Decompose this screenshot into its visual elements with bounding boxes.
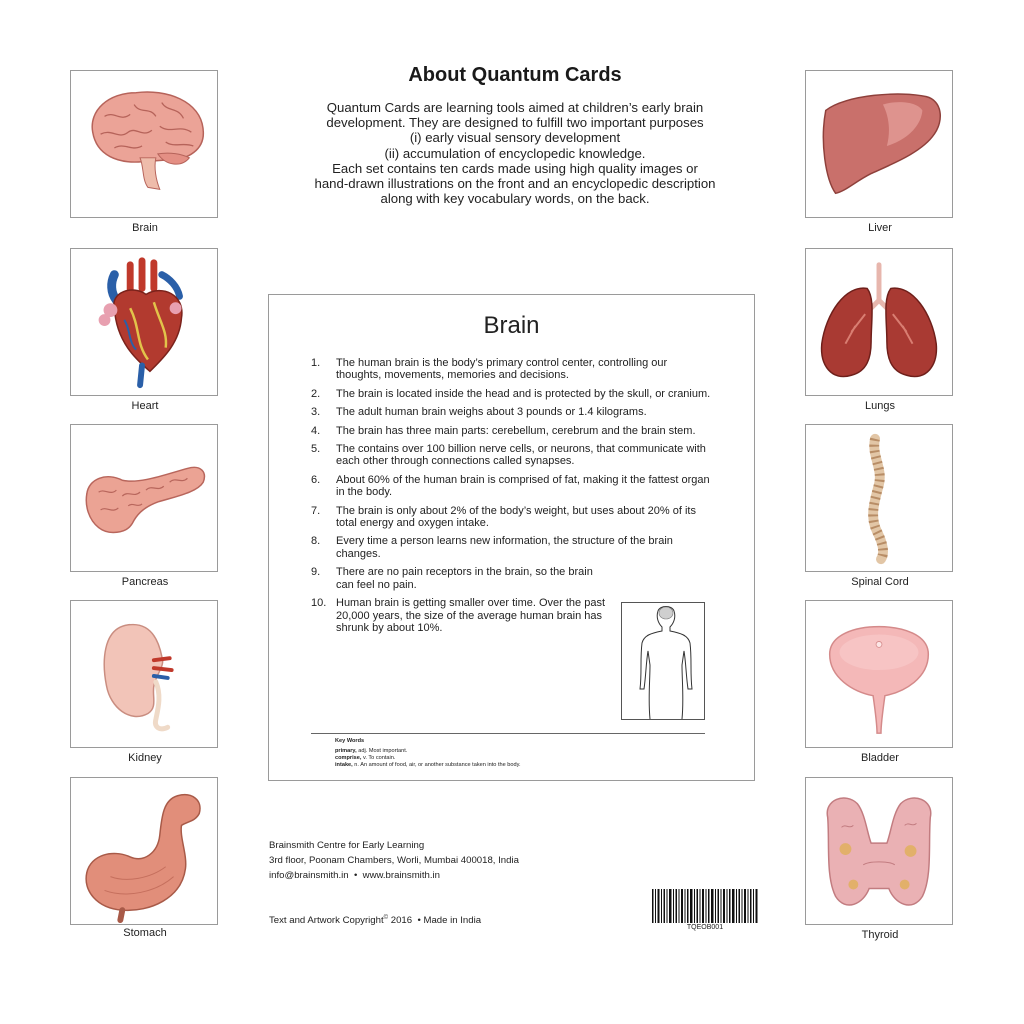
card-brain [70, 70, 218, 218]
spine-icon [806, 425, 952, 571]
fact-list [311, 357, 711, 640]
key-word: comprise, [335, 755, 362, 761]
about-line: (ii) accumulation of encyclopedic knowledge. [384, 145, 646, 161]
card-label: Thyroid [861, 929, 899, 941]
stomach-icon [71, 778, 217, 924]
kidney-icon [71, 601, 217, 747]
fact-item [311, 443, 711, 468]
heart-icon [71, 249, 217, 395]
key-word-definition: Most important. [368, 748, 408, 754]
key-words-divider [311, 733, 705, 734]
fact-item [311, 388, 711, 400]
barcode-number: TQEOB001 [686, 924, 724, 931]
publisher-website[interactable]: www.brainsmith.in [362, 870, 440, 881]
fact-number: 3. [311, 406, 321, 419]
card-label: Heart [131, 400, 159, 412]
thyroid-icon [806, 778, 952, 924]
card-label: Kidney [128, 752, 162, 764]
about-line: hand-drawn illustrations on the front and an encyclopedic description [314, 176, 716, 192]
card-spinal-cord [805, 424, 953, 572]
lungs-icon [806, 249, 952, 395]
about-line: Each set contains ten cards made using high quality images or [332, 160, 698, 176]
fact-text: About 60% of the human brain is comprised of fat, making it the fattest organ in the body. [336, 473, 710, 499]
copyright-year: 2016 [390, 915, 413, 927]
fact-text: The human brain is the body’s primary control center, controlling our thoughts, movements, memories and decisions. [336, 357, 668, 382]
fact-number: 8. [311, 535, 321, 548]
card-kidney [70, 600, 218, 748]
fact-item [311, 535, 711, 560]
fact-text: The brain is only about 2% of the body’s weight, but uses about 20% of its total energy and oxygen intake. [336, 504, 696, 530]
fact-text: There are no pain receptors in the brain, so the brain can feel no pain. [336, 566, 593, 591]
card-thyroid [805, 777, 953, 925]
key-word: intake, [335, 762, 353, 768]
copyright-line [269, 915, 481, 926]
human-silhouette-figure [621, 602, 705, 720]
fact-text: Human brain is getting smaller over time. Over the past 20,000 years, the size of the average human brain has shrunk by about 10%. [336, 597, 606, 634]
card-label: Liver [868, 222, 892, 234]
fact-item [311, 597, 606, 634]
fact-number: 1. [311, 357, 321, 369]
copyright-text: Text and Artwork Copyright [269, 915, 384, 927]
key-word-definition: To contain. [368, 755, 396, 761]
key-word-entry [335, 748, 521, 755]
about-description [270, 100, 760, 206]
fact-number: 6. [311, 473, 321, 486]
fact-card-title: Brain [483, 312, 540, 339]
publisher-name: Brainsmith Centre for Early Learning [269, 840, 425, 851]
fact-text: The contains over 100 billion nerve cells, or neurons, that communicate with each other through connections called synapses. [336, 443, 706, 468]
card-label: Pancreas [121, 576, 169, 588]
card-liver [805, 70, 953, 218]
key-word-entry [335, 762, 521, 769]
fact-item [311, 474, 711, 499]
fact-text: The adult human brain weighs about 3 pounds or 1.4 kilograms. [336, 406, 647, 419]
fact-number: 9. [311, 566, 321, 579]
card-label: Spinal Cord [851, 576, 909, 588]
publisher-info [269, 838, 519, 883]
card-stomach [70, 777, 218, 925]
fact-number: 10. [311, 597, 327, 610]
key-word-pos: v. [363, 755, 367, 761]
key-word-pos: n. [354, 762, 359, 768]
fact-item [311, 357, 711, 382]
about-line: development. They are designed to fulfill two important purposes [326, 115, 704, 131]
fact-item [311, 425, 711, 437]
card-pancreas [70, 424, 218, 572]
key-word-entry [335, 755, 521, 762]
fact-number: 2. [311, 387, 321, 400]
separator-dot: • [417, 915, 421, 927]
fact-item [311, 406, 711, 418]
about-line: (i) early visual sensory development [409, 130, 621, 146]
key-words [335, 738, 521, 769]
key-word-pos: adj. [358, 748, 368, 754]
card-lungs [805, 248, 953, 396]
separator-dot: • [353, 870, 358, 881]
card-bladder [805, 600, 953, 748]
fact-number: 5. [311, 443, 321, 456]
about-line: along with key vocabulary words, on the back. [380, 191, 650, 207]
bladder-icon [806, 601, 952, 747]
about-line: Quantum Cards are learning tools aimed at children’s early brain [326, 100, 704, 115]
human-silhouette-icon [622, 603, 706, 721]
brain-fact-card [268, 294, 755, 781]
fact-text: The brain has three main parts: cerebellum, cerebrum and the brain stem. [336, 424, 696, 437]
publisher-email[interactable]: info@brainsmith.in [269, 870, 349, 881]
copyright-mark: © [383, 915, 389, 921]
pancreas-icon [71, 425, 217, 571]
fact-text: Every time a person learns new information, the structure of the brain changes. [336, 535, 673, 560]
key-words-heading: Key Words [335, 738, 365, 744]
card-label: Brain [132, 222, 158, 234]
card-label: Lungs [865, 400, 895, 412]
liver-icon [806, 71, 952, 217]
publisher-contact [269, 868, 519, 883]
fact-item [311, 566, 606, 591]
card-heart [70, 248, 218, 396]
brain-icon [71, 71, 217, 217]
fact-number: 7. [311, 504, 321, 517]
made-in: Made in India [423, 915, 482, 927]
card-label: Stomach [123, 927, 167, 939]
card-label: Bladder [861, 752, 899, 764]
key-word: primary, [335, 748, 357, 754]
publisher-address: 3rd floor, Poonam Chambers, Worli, Mumbai 400018, India [269, 855, 519, 866]
key-word-definition: An amount of food, air, or another substance taken into the body. [360, 762, 521, 768]
barcode-icon [652, 889, 758, 927]
about-title: About Quantum Cards [408, 64, 622, 86]
fact-number: 4. [311, 424, 321, 437]
fact-item [311, 505, 711, 530]
fact-text: The brain is located inside the head and is protected by the skull, or cranium. [336, 387, 711, 400]
